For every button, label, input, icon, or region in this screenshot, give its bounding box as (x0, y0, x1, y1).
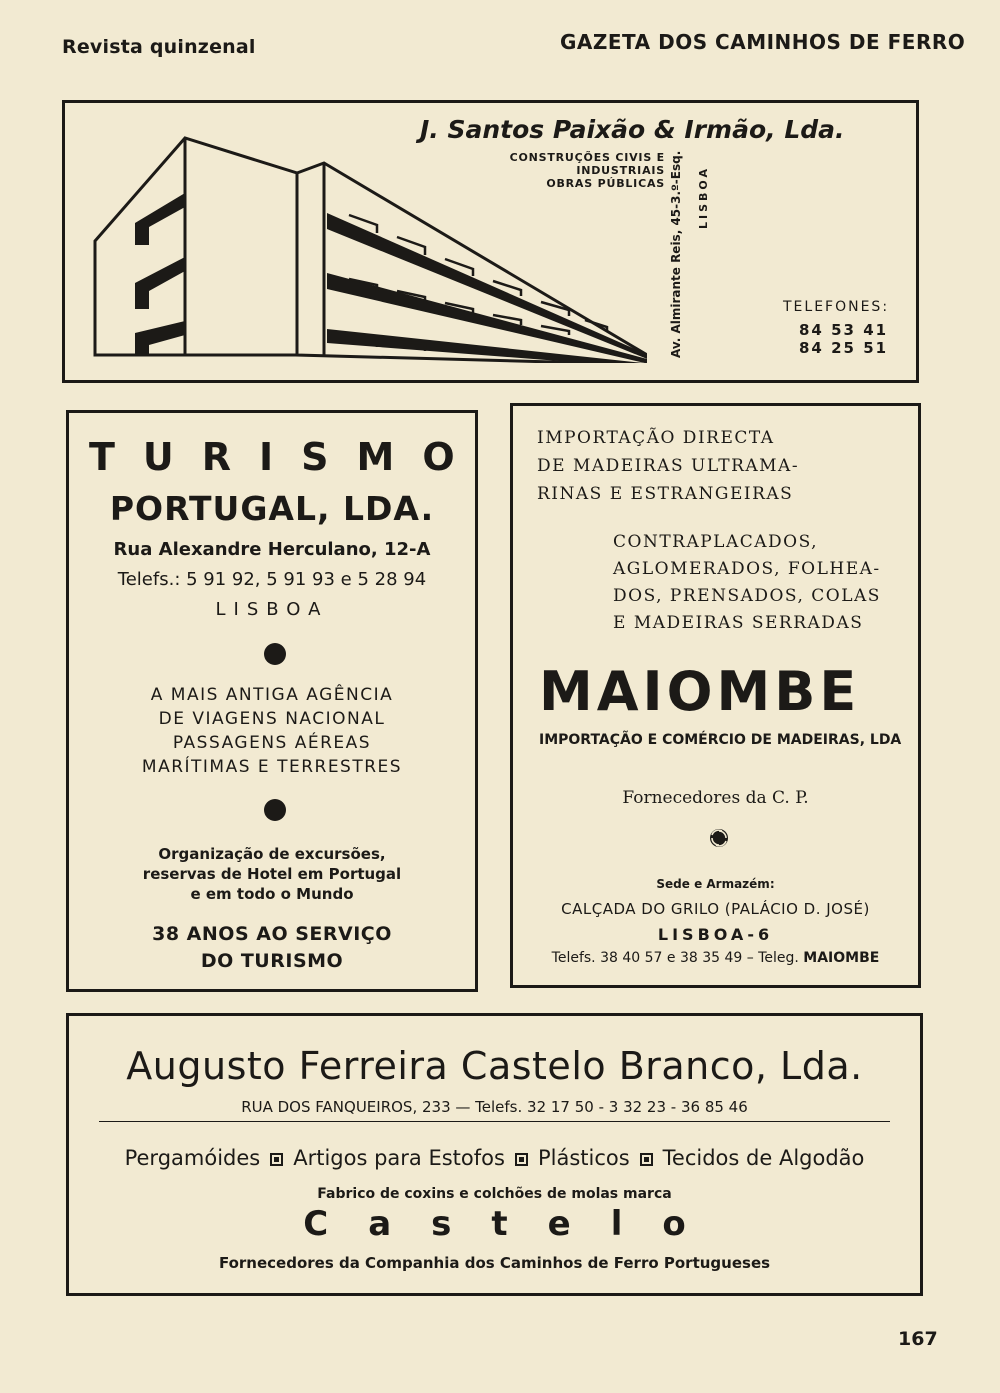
brand-subtitle: IMPORTAÇÃO E COMÉRCIO DE MADEIRAS, LDA (539, 732, 902, 748)
ad-turismo (66, 410, 483, 992)
ad-maiombe (510, 403, 921, 988)
product-list (69, 1146, 920, 1170)
org-line: Organização de excursões, (158, 845, 386, 863)
import-line: IMPORTAÇÃO DIRECTA (537, 428, 775, 448)
supplier-note: Fornecedores da Companhia dos Caminhos de Ferro Portugueses (218, 1254, 771, 1272)
phone-number: 84 25 51 (799, 339, 889, 357)
import-line: RINAS E ESTRANGEIRAS (537, 484, 794, 504)
divider (99, 1121, 890, 1122)
hq-label: Sede e Armazém: (656, 877, 775, 891)
product: Plásticos (537, 1146, 630, 1170)
separator-icon (270, 1153, 283, 1166)
agency-line: PASSAGENS AÉREAS (172, 733, 372, 753)
address: RUA DOS FANQUEIROS, 233 — Telefs. 32 17 50 - 3 32 23 - 36 85 46 (241, 1098, 748, 1116)
org-line: e em todo o Mundo (190, 885, 354, 903)
import-line: DE MADEIRAS ULTRAMA- (537, 456, 800, 476)
agency-line: A MAIS ANTIGA AGÊNCIA (150, 685, 394, 705)
brand-name: Castelo (303, 1204, 726, 1244)
manufacture-note: Fabrico de coxins e colchões de molas marca (317, 1186, 672, 1202)
product-line: CONTRAPLACADOS, (613, 532, 819, 552)
magazine-frequency: Revista quinzenal (62, 36, 256, 58)
services (450, 151, 665, 190)
city: LISBOA-6 (657, 925, 774, 944)
ad-title: PORTUGAL, LDA. (109, 489, 435, 528)
services-line: OBRAS PÚBLICAS (546, 177, 665, 190)
address: CALÇADA DO GRILO (PALÁCIO D. JOSÉ) (561, 900, 870, 918)
product: Pergamóides (124, 1146, 261, 1170)
bullet-dot (264, 799, 286, 821)
company-name: Augusto Ferreira Castelo Branco, Lda. (126, 1044, 863, 1088)
swirl-icon (709, 828, 729, 848)
brand-name: MAIOMBE (539, 660, 861, 723)
agency-line: DE VIAGENS NACIONAL (158, 709, 386, 729)
product: Tecidos de Algodão (662, 1146, 865, 1170)
supplier-note: Fornecedores da C. P. (622, 788, 809, 808)
page-number: 167 (898, 1328, 938, 1350)
address: Av. Almirante Reis, 45-3.º-Esq. (669, 150, 683, 358)
street: Rua Alexandre Herculano, 12-A (113, 539, 431, 560)
product-line: AGLOMERADOS, FOLHEA- (613, 559, 881, 579)
product-line: DOS, PRENSADOS, COLAS (613, 586, 881, 606)
agency-line: MARÍTIMAS E TERRESTRES (141, 757, 403, 777)
phones-text: Telefs. 38 40 57 e 38 35 49 – Teleg. (551, 950, 799, 966)
telegram-address: MAIOMBE (803, 950, 880, 966)
phone-number: 84 53 41 (799, 321, 889, 339)
years-line: DO TURISMO (200, 950, 344, 972)
services-line: CONSTRUÇÕES CIVIS E INDUSTRIAIS (509, 151, 665, 177)
phones (513, 950, 918, 966)
city: LISBOA (215, 599, 329, 620)
product: Artigos para Estofos (293, 1146, 505, 1170)
separator-icon (515, 1153, 528, 1166)
product-line: E MADEIRAS SERRADAS (613, 613, 864, 633)
separator-icon (640, 1153, 653, 1166)
ad-title: TURISMO (89, 435, 483, 479)
org-line: reservas de Hotel em Portugal (142, 865, 402, 883)
phones: Telefs.: 5 91 92, 5 91 93 e 5 28 94 (117, 569, 427, 590)
ad-paixao (62, 100, 919, 383)
years-line: 38 ANOS AO SERVIÇO (152, 923, 392, 945)
bullet-dot (264, 643, 286, 665)
phones-label: TELEFONES: (783, 299, 890, 315)
ad-castelo (66, 1013, 923, 1296)
city: LISBOA (697, 166, 710, 229)
magazine-title: GAZETA DOS CAMINHOS DE FERRO (560, 30, 966, 54)
company-name: J. Santos Paixão & Irmão, Lda. (420, 115, 845, 144)
